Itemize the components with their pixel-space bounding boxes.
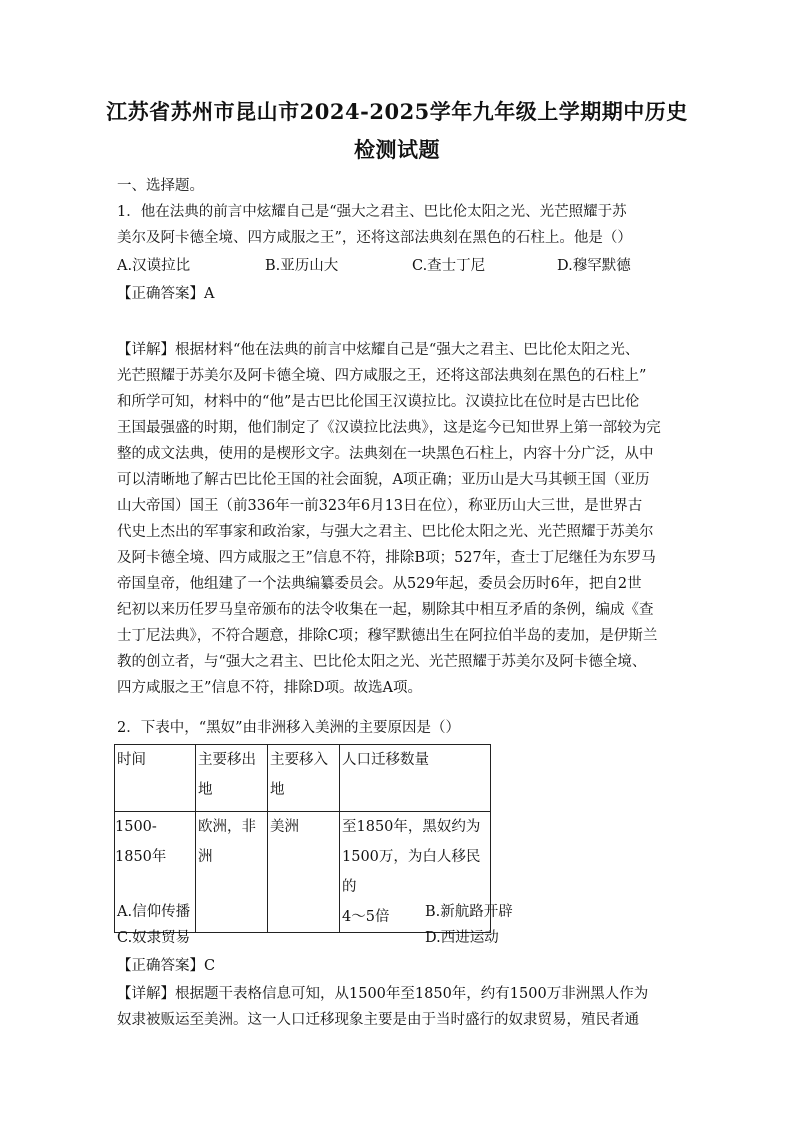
question-1-stem-cont: 美尔及阿卡德全境、四方咸服之王”，还将这部法典刻在黑色的石柱上。他是（） — [117, 230, 632, 246]
table-header-row — [115, 745, 491, 812]
q1-detail-line: 和所学可知，材料中的“他”是古巴比伦国王汉谟拉比。汉谟拉比在位时是古巴比伦 — [117, 394, 640, 410]
q1-detail-line: 纪初以来历任罗马皇帝颁布的法令收集在一起，剔除其中相互矛盾的条例，编成《查 — [117, 602, 654, 618]
cell-time: 1500-1850年 — [115, 812, 196, 933]
section-heading: 一、选择题。 — [117, 178, 204, 194]
q2-answer: 【正确答案】C — [117, 958, 216, 974]
q1-detail-line: 整的成文法典，使用的是楔形文字。法典刻在一块黑色石柱上，内容十分广泛，从中 — [117, 446, 654, 462]
header-cell-quantity: 人口迁移数量 — [340, 745, 491, 812]
q2-detail-line: 奴隶被贩运至美洲。这一人口迁移现象主要是由于当时盛行的奴隶贸易，殖民者通 — [117, 1012, 639, 1028]
q1-detail-line: 教的创立者，与“强大之君主、巴比伦太阳之光、光芒照耀于苏美尔及阿卡德全境、 — [117, 654, 647, 670]
q1-option-b: B.亚历山大 — [265, 258, 339, 274]
q1-detail-line: 代史上杰出的军事家和政治家，与强大之君主、巴比伦太阳之光、光芒照耀于苏美尔 — [117, 524, 654, 540]
document-title: 江苏省苏州市昆山市2024-2025学年九年级上学期期中历史 — [106, 99, 688, 124]
header-cell-origin: 主要移出 地 — [196, 745, 268, 812]
cell-destination: 美洲 — [268, 812, 340, 933]
q1-detail-line: 及阿卡德全境、四方咸服之王”信息不符，排除B项；527年，查士丁尼继任为东罗马 — [117, 550, 656, 566]
q1-detail-line: 帝国皇帝，他组建了一个法典编纂委员会。从529年起，委员会历时6年，把自2世 — [117, 576, 642, 592]
q2-option-a: A.信仰传播 — [117, 904, 191, 920]
q2-option-d: D.西进运动 — [425, 930, 499, 946]
header-cell-destination: 主要移入 地 — [268, 745, 340, 812]
q1-detail-line: 光芒照耀于苏美尔及阿卡德全境、四方咸服之王，还将这部法典刻在黑色的石柱上” — [117, 368, 647, 384]
q2-detail-line: 【详解】根据题干表格信息可知，从1500年至1850年，约有1500万非洲黑人作为 — [117, 986, 649, 1002]
q1-detail-line: 山大帝国）国王（前336年一前323年6月13日在位），称亚历山大三世，是世界古 — [117, 498, 643, 514]
header-cell-time: 时间 — [115, 745, 196, 812]
cell-origin: 欧洲，非 洲 — [196, 812, 268, 933]
q1-detail-line: 【详解】根据材料“他在法典的前言中炫耀自己是“强大之君主、巴比伦太阳之光、 — [117, 342, 640, 358]
q1-option-c: C.查士丁尼 — [412, 258, 486, 274]
question-2-stem: 2．下表中，“黑奴”由非洲移入美洲的主要原因是（） — [117, 720, 461, 736]
document-title-line2: 检测试题 — [354, 137, 440, 162]
q1-option-d: D.穆罕默德 — [557, 258, 631, 274]
cell-quantity: 至1850年，黑奴约为 1500万，为白人移民的 4～5倍 — [340, 812, 491, 933]
q1-detail-line: 王国最强盛的时期，他们制定了《汉谟拉比法典》，这是迄今已知世界上第一部较为完 — [117, 420, 661, 436]
q1-detail-line: 四方咸服之王”信息不符，排除D项。故选A项。 — [117, 680, 423, 696]
q2-option-b: B.新航路开辟 — [425, 904, 513, 920]
q1-detail-line: 可以清晰地了解古巴比伦王国的社会面貌，A项正确；亚历山是大马其顿王国（亚历 — [117, 472, 650, 488]
q1-answer: 【正确答案】A — [117, 286, 215, 302]
q1-option-a: A.汉谟拉比 — [117, 258, 191, 274]
q2-option-c: C.奴隶贸易 — [117, 930, 191, 946]
question-1-stem: 1．他在法典的前言中炫耀自己是“强大之君主、巴比伦太阳之光、光芒照耀于苏 — [117, 204, 627, 220]
q1-detail-line: 士丁尼法典》，不符合题意，排除C项；穆罕默德出生在阿拉伯半岛的麦加，是伊斯兰 — [117, 628, 658, 644]
